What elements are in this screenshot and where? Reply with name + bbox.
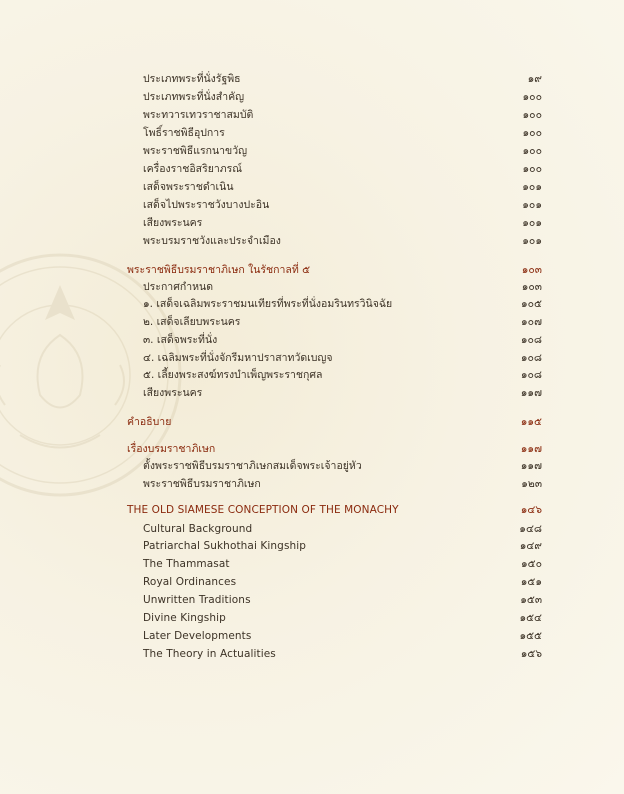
toc-entry-title: เสด็จพระราชดำเนิน bbox=[143, 181, 234, 193]
toc-entry-title: พระราชพิธีแรกนาขวัญ bbox=[143, 145, 248, 157]
toc-entry-title: ๒. เสด็จเลียบพระนคร bbox=[143, 316, 241, 328]
toc-entry[interactable] bbox=[0, 197, 624, 214]
toc-page-number: ๑๔๖ bbox=[520, 504, 542, 516]
toc-page-number: ๑๐๐ bbox=[522, 145, 542, 157]
toc-section-heading[interactable] bbox=[0, 441, 624, 458]
toc-entry-title: พระราชพิธีบรมราชาภิเษก ในรัชกาลที่ ๕ bbox=[127, 264, 311, 276]
toc-page-number: ๑๕๑ bbox=[520, 576, 542, 588]
toc-page-number: ๑๙ bbox=[527, 73, 542, 85]
toc-page-number: ๑๐๑ bbox=[522, 235, 542, 247]
toc-page-number: ๑๐๐ bbox=[522, 91, 542, 103]
toc-entry-title: ๑. เสด็จเฉลิมพระราชมนเทียรที่พระที่นั่งอมรินทรวินิจฉัย bbox=[143, 298, 393, 310]
toc-page-number: ๑๐๓ bbox=[521, 281, 542, 293]
toc-entry[interactable] bbox=[0, 538, 624, 555]
toc-entry-title: คำอธิบาย bbox=[127, 416, 172, 428]
toc-entry[interactable] bbox=[0, 71, 624, 88]
toc-section-heading[interactable] bbox=[0, 414, 624, 431]
toc-entry-title: พระทวารเทวราชาสมบัติ bbox=[143, 109, 254, 121]
toc-entry-title: ประเภทพระที่นั่งรัฐพิธ bbox=[143, 73, 241, 85]
toc-page-number: ๑๐๓ bbox=[521, 264, 542, 276]
toc-page-number: ๑๐๕ bbox=[520, 298, 542, 310]
toc-entry-title: พระราชพิธีบรมราชาภิเษก bbox=[143, 478, 261, 490]
toc-page-number: ๑๐๑ bbox=[522, 217, 542, 229]
toc-page-number: ๑๕๓ bbox=[520, 594, 542, 606]
toc-entry-title: Unwritten Traditions bbox=[143, 594, 251, 606]
toc-entry[interactable] bbox=[0, 143, 624, 160]
toc-page-number: ๑๔๙ bbox=[519, 540, 542, 552]
toc-entry[interactable] bbox=[0, 233, 624, 250]
toc-entry[interactable] bbox=[0, 367, 624, 384]
toc-entry-title: ประเภทพระที่นั่งสำคัญ bbox=[143, 91, 245, 103]
toc-page-number: ๑๐๘ bbox=[520, 369, 542, 381]
toc-entry[interactable] bbox=[0, 332, 624, 349]
toc-page-number: ๑๑๗ bbox=[520, 443, 542, 455]
toc-entry-title: เสด็จไปพระราชวังบางปะอิน bbox=[143, 199, 270, 211]
toc-page-number: ๑๕๔ bbox=[519, 612, 542, 624]
toc-entry-title: Divine Kingship bbox=[143, 612, 226, 624]
toc-entry-title: ประกาศกำหนด bbox=[143, 281, 214, 293]
toc-entry[interactable] bbox=[0, 314, 624, 331]
toc-page-number: ๑๐๑ bbox=[522, 199, 542, 211]
toc-page-number: ๑๕๖ bbox=[520, 648, 542, 660]
toc-entry[interactable] bbox=[0, 574, 624, 591]
toc-entry-title: Patriarchal Sukhothai Kingship bbox=[143, 540, 307, 552]
toc-page-number: ๑๐๐ bbox=[522, 109, 542, 121]
toc-entry[interactable] bbox=[0, 592, 624, 609]
toc-entry[interactable] bbox=[0, 610, 624, 627]
toc-page-number: ๑๐๑ bbox=[522, 181, 542, 193]
toc-entry[interactable] bbox=[0, 107, 624, 124]
toc-section-heading[interactable] bbox=[0, 502, 624, 519]
toc-entry[interactable] bbox=[0, 161, 624, 178]
toc-page-number: ๑๕๕ bbox=[519, 630, 542, 642]
toc-entry-title: ๔. เฉลิมพระที่นั่งจักรีมหาปราสาทวัดเบญจ bbox=[143, 352, 333, 364]
toc-entry[interactable] bbox=[0, 476, 624, 493]
toc-page-number: ๑๑๗ bbox=[520, 387, 542, 399]
toc-entry-title: โพธิ์ราชพิธีอุปการ bbox=[143, 127, 225, 139]
toc-entry[interactable] bbox=[0, 179, 624, 196]
toc-page-number: ๑๑๕ bbox=[520, 416, 542, 428]
toc-page-number: ๑๔๘ bbox=[519, 523, 542, 535]
toc-entry-title: Royal Ordinances bbox=[143, 576, 237, 588]
toc-entry-title: ตั้งพระราชพิธีบรมราชาภิเษกสมเด็จพระเจ้าอยู่หัว bbox=[143, 460, 362, 472]
toc-entry[interactable] bbox=[0, 556, 624, 573]
toc-entry-title: ๕. เลี้ยงพระสงฆ์ทรงบำเพ็ญพระราชกุศล bbox=[143, 369, 323, 381]
toc-entry[interactable] bbox=[0, 628, 624, 645]
toc-entry-title: เสียงพระนคร bbox=[143, 217, 203, 229]
toc-entry-title: The Thammasat bbox=[143, 558, 230, 570]
toc-entry-title: เรื่องบรมราชาภิเษก bbox=[127, 443, 216, 455]
toc-entry-title: THE OLD SIAMESE CONCEPTION OF THE MONACHY bbox=[127, 504, 399, 516]
toc-entry[interactable] bbox=[0, 125, 624, 142]
toc-page-number: ๑๐๐ bbox=[522, 127, 542, 139]
toc-entry-title: เสียงพระนคร bbox=[143, 387, 203, 399]
toc-page-number: ๑๐๘ bbox=[520, 334, 542, 346]
toc-entry-title: The Theory in Actualities bbox=[143, 648, 276, 660]
toc-entry[interactable] bbox=[0, 458, 624, 475]
toc-entry[interactable] bbox=[0, 215, 624, 232]
toc-entry-title: ๓. เสด็จพระที่นั่ง bbox=[143, 334, 218, 346]
toc-section-heading[interactable] bbox=[0, 262, 624, 279]
toc-page-number: ๑๐๗ bbox=[521, 316, 542, 328]
toc-page-number: ๑๕๐ bbox=[520, 558, 542, 570]
toc-page-number: ๑๑๗ bbox=[520, 460, 542, 472]
toc-entry-title: พระบรมราชวังและประจำเมือง bbox=[143, 235, 281, 247]
toc-entry[interactable] bbox=[0, 646, 624, 663]
toc-entry[interactable] bbox=[0, 296, 624, 313]
toc-entry[interactable] bbox=[0, 385, 624, 402]
toc-entry[interactable] bbox=[0, 350, 624, 367]
toc-entry-title: Cultural Background bbox=[143, 523, 253, 535]
toc-entry[interactable] bbox=[0, 521, 624, 538]
toc-entry-title: Later Developments bbox=[143, 630, 252, 642]
toc-entry-title: เครื่องราชอิสริยาภรณ์ bbox=[143, 163, 243, 175]
toc-entry[interactable] bbox=[0, 279, 624, 296]
toc-page-number: ๑๐๘ bbox=[520, 352, 542, 364]
toc-page-number: ๑๒๓ bbox=[521, 478, 542, 490]
toc-page-number: ๑๐๐ bbox=[522, 163, 542, 175]
toc-entry[interactable] bbox=[0, 89, 624, 106]
